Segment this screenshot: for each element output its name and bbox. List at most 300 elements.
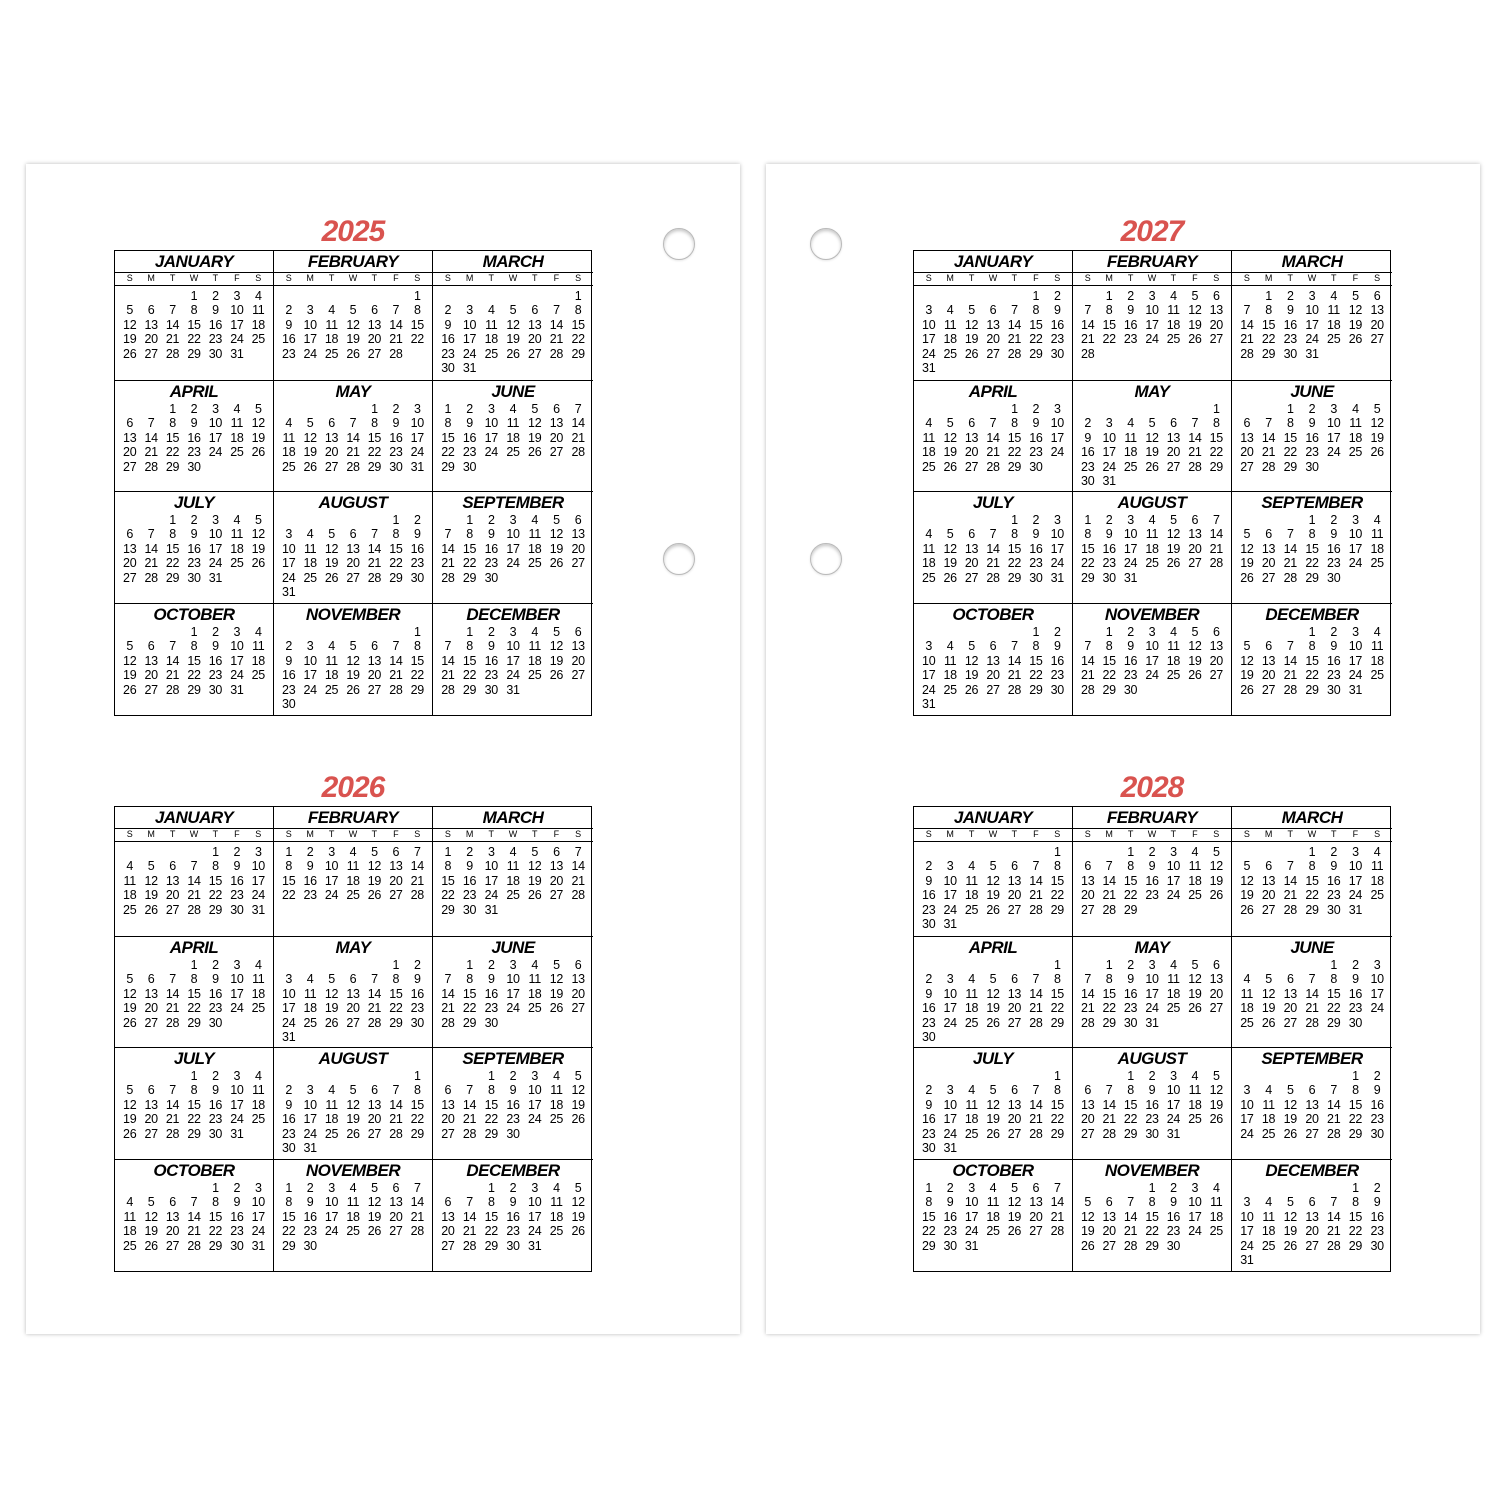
day-number: 12 — [1188, 303, 1202, 318]
day-number: 6 — [1084, 859, 1092, 874]
day-number: 1 — [1011, 402, 1018, 416]
empty-day — [1098, 1181, 1119, 1195]
weekday-label: W — [1147, 273, 1157, 283]
day-number: 20 — [1102, 1224, 1116, 1239]
day-number: 4 — [531, 625, 539, 639]
day-number: 11 — [346, 1195, 360, 1210]
weekday-label: T — [169, 273, 176, 283]
day-number: 19 — [571, 1209, 585, 1224]
day-number: 21 — [144, 445, 158, 460]
day-number: 21 — [389, 332, 403, 347]
month-january — [115, 251, 274, 381]
day-number: 21 — [441, 668, 455, 683]
day-number: 29 — [367, 459, 382, 474]
day-number: 20 — [1261, 888, 1276, 903]
day-number: 12 — [1240, 873, 1254, 888]
day-number: 5 — [371, 1181, 378, 1195]
day-number: 7 — [1032, 859, 1040, 874]
day-number: 29 — [1123, 902, 1138, 917]
day-number: 4 — [306, 527, 314, 542]
day-number: 12 — [251, 416, 265, 431]
day-number: 14 — [187, 873, 201, 888]
empty-day — [299, 289, 320, 303]
day-number: 18 — [922, 556, 936, 571]
day-number: 3 — [1330, 402, 1338, 416]
day-grid — [1232, 958, 1392, 1030]
month-name: JULY — [173, 493, 215, 512]
day-number: 18 — [1370, 653, 1384, 668]
day-number: 26 — [549, 668, 564, 683]
day-number: 18 — [230, 430, 244, 445]
month-name: SEPTEMBER — [1261, 1049, 1363, 1068]
day-number: 31 — [410, 459, 424, 474]
day-number: 19 — [324, 556, 339, 571]
day-number: 24 — [1348, 888, 1363, 903]
day-number: 22 — [1102, 1001, 1116, 1016]
day-number: 26 — [1240, 570, 1254, 585]
day-number: 30 — [506, 1126, 520, 1141]
day-number: 1 — [169, 402, 176, 416]
day-number: 11 — [485, 317, 498, 332]
day-number: 23 — [1348, 1001, 1363, 1016]
weekday-label: M — [306, 273, 314, 283]
day-number: 19 — [943, 556, 957, 571]
day-number: 8 — [1011, 527, 1018, 542]
day-number: 17 — [1348, 653, 1363, 668]
day-number: 28 — [144, 459, 158, 474]
weekday-label: M — [1105, 273, 1113, 283]
month-october — [914, 1160, 1073, 1271]
empty-day — [524, 289, 546, 303]
day-number: 24 — [484, 888, 498, 903]
day-number: 11 — [922, 430, 935, 445]
day-number: 21 — [1188, 445, 1202, 460]
day-number: 12 — [571, 1195, 585, 1210]
month-august — [1073, 492, 1232, 604]
day-number: 8 — [212, 1195, 219, 1210]
day-grid — [1232, 845, 1392, 917]
day-number: 2 — [212, 958, 219, 972]
empty-day — [982, 1069, 1003, 1083]
day-number: 5 — [1212, 845, 1220, 859]
day-number: 25 — [324, 346, 339, 361]
day-number: 30 — [1370, 1126, 1384, 1141]
weekday-label: T — [169, 829, 176, 839]
day-grid — [1073, 845, 1231, 917]
day-number: 30 — [1370, 1238, 1384, 1253]
month-name: DECEMBER — [1265, 1161, 1359, 1180]
weekday-header — [274, 272, 432, 286]
day-number: 2 — [925, 1083, 933, 1098]
day-number: 21 — [462, 1224, 477, 1239]
day-number: 10 — [922, 317, 936, 332]
weekday-label: W — [988, 273, 998, 283]
day-number: 29 — [1209, 459, 1223, 474]
day-number: 24 — [1123, 556, 1138, 571]
day-number: 12 — [964, 317, 979, 332]
day-number: 6 — [169, 1195, 176, 1210]
day-number: 10 — [303, 1097, 317, 1112]
day-number: 26 — [1081, 1238, 1095, 1253]
day-number: 31 — [303, 1140, 317, 1155]
day-number: 5 — [1191, 625, 1199, 639]
day-number: 17 — [484, 873, 498, 888]
day-number: 2 — [1148, 1069, 1156, 1083]
day-number: 18 — [1240, 1001, 1254, 1016]
month-name: JUNE — [491, 382, 535, 401]
day-number: 8 — [466, 972, 473, 987]
empty-day — [437, 958, 459, 972]
weekday-label: M — [946, 273, 954, 283]
day-number: 6 — [531, 303, 539, 318]
day-number: 21 — [1081, 1001, 1095, 1016]
month-may — [274, 381, 433, 492]
empty-day — [1323, 1069, 1345, 1083]
day-number: 3 — [1170, 845, 1177, 859]
day-number: 8 — [1352, 1083, 1359, 1098]
day-number: 15 — [187, 653, 201, 668]
day-number: 24 — [251, 888, 265, 903]
day-number: 12 — [528, 416, 542, 431]
day-number: 25 — [1166, 1001, 1181, 1016]
day-number: 17 — [506, 653, 520, 668]
day-number: 28 — [549, 346, 564, 361]
month-may — [1073, 937, 1232, 1048]
day-number: 3 — [1170, 1069, 1177, 1083]
day-number: 7 — [1265, 416, 1272, 431]
day-number: 15 — [389, 541, 403, 556]
day-number: 7 — [147, 527, 155, 542]
day-number: 18 — [1327, 317, 1341, 332]
day-number: 20 — [1081, 1112, 1095, 1127]
day-number: 3 — [1148, 958, 1156, 972]
day-number: 17 — [1145, 653, 1159, 668]
day-number: 14 — [1102, 1097, 1116, 1112]
day-number: 13 — [123, 541, 137, 556]
weekday-label: T — [1170, 273, 1177, 283]
day-grid — [1073, 625, 1231, 697]
day-number: 22 — [208, 1224, 223, 1239]
day-number: 26 — [1348, 332, 1363, 347]
day-number: 30 — [1305, 459, 1319, 474]
day-number: 6 — [989, 639, 997, 654]
day-number: 3 — [531, 1181, 539, 1195]
day-number: 8 — [190, 303, 198, 318]
day-number: 22 — [1261, 332, 1276, 347]
day-number: 14 — [410, 1195, 424, 1210]
day-number: 7 — [190, 1195, 198, 1210]
day-number: 19 — [1240, 888, 1254, 903]
day-number: 4 — [1265, 1195, 1272, 1210]
day-number: 14 — [1050, 1195, 1064, 1210]
day-number: 10 — [1348, 527, 1363, 542]
day-grid — [1232, 625, 1392, 697]
day-number: 31 — [1102, 473, 1116, 488]
day-number: 17 — [1123, 541, 1138, 556]
month-march — [1232, 807, 1392, 937]
day-number: 25 — [1209, 1224, 1223, 1239]
month-october — [914, 604, 1073, 715]
day-number: 11 — [528, 527, 541, 542]
day-number: 13 — [986, 317, 1000, 332]
day-number: 8 — [1127, 1083, 1134, 1098]
day-number: 6 — [1011, 972, 1018, 987]
day-number: 8 — [190, 639, 198, 654]
day-number: 13 — [1081, 1097, 1095, 1112]
day-number: 13 — [389, 859, 403, 874]
day-number: 26 — [251, 556, 265, 571]
day-number: 10 — [506, 527, 520, 542]
month-november — [274, 1160, 433, 1271]
day-number: 17 — [251, 873, 265, 888]
day-number: 25 — [943, 682, 957, 697]
day-number: 8 — [487, 1195, 495, 1210]
weekday-header — [914, 272, 1072, 286]
day-number: 9 — [1127, 303, 1134, 318]
day-number: 8 — [1105, 972, 1113, 987]
day-number: 31 — [462, 360, 477, 375]
day-number: 25 — [964, 1015, 979, 1030]
day-number: 23 — [484, 668, 498, 683]
day-number: 10 — [1188, 1195, 1202, 1210]
day-number: 1 — [212, 845, 219, 859]
empty-day — [278, 513, 299, 527]
day-number: 17 — [943, 1112, 957, 1127]
day-number: 11 — [965, 1097, 978, 1112]
day-number: 13 — [144, 1097, 158, 1112]
day-number: 5 — [1191, 958, 1199, 972]
day-number: 22 — [1348, 1112, 1363, 1127]
day-number: 17 — [1145, 317, 1159, 332]
day-number: 15 — [410, 653, 424, 668]
month-may — [1073, 381, 1232, 492]
day-number: 2 — [925, 859, 933, 874]
day-number: 13 — [1261, 653, 1276, 668]
day-number: 15 — [1283, 430, 1297, 445]
day-number: 2 — [1032, 402, 1040, 416]
month-name: OCTOBER — [952, 605, 1034, 624]
day-number: 5 — [126, 972, 134, 987]
day-number: 26 — [549, 556, 564, 571]
day-number: 18 — [123, 888, 137, 903]
day-number: 28 — [1327, 1238, 1341, 1253]
weekday-label: T — [1127, 273, 1134, 283]
weekday-label: T — [488, 273, 495, 283]
day-number: 22 — [1102, 332, 1116, 347]
day-number: 5 — [531, 845, 539, 859]
day-number: 13 — [1240, 430, 1254, 445]
empty-day — [918, 958, 939, 972]
day-number: 8 — [1308, 639, 1316, 654]
day-number: 15 — [208, 1209, 223, 1224]
day-number: 4 — [925, 527, 933, 542]
day-number: 8 — [1265, 303, 1272, 318]
day-number: 19 — [367, 873, 382, 888]
day-number: 26 — [1370, 445, 1384, 460]
weekday-label: T — [531, 273, 538, 283]
day-number: 26 — [528, 888, 542, 903]
month-july — [914, 1048, 1073, 1160]
day-number: 19 — [123, 1001, 137, 1016]
day-number: 25 — [346, 888, 360, 903]
day-grid — [115, 1069, 273, 1141]
day-number: 13 — [144, 653, 158, 668]
day-number: 9 — [487, 527, 495, 542]
day-number: 7 — [371, 527, 378, 542]
day-number: 19 — [346, 1112, 360, 1127]
day-number: 6 — [1170, 416, 1177, 431]
year-title: 2025 — [321, 215, 385, 248]
day-number: 31 — [251, 1238, 265, 1253]
day-number: 20 — [571, 541, 585, 556]
day-number: 17 — [303, 332, 317, 347]
day-number: 16 — [208, 986, 223, 1001]
day-number: 27 — [571, 1001, 585, 1016]
day-number: 3 — [1352, 625, 1359, 639]
day-number: 1 — [1212, 402, 1220, 416]
day-number: 21 — [165, 332, 180, 347]
day-number: 18 — [1123, 445, 1138, 460]
day-number: 21 — [1283, 668, 1297, 683]
day-number: 23 — [922, 1126, 936, 1141]
day-number: 27 — [1209, 332, 1223, 347]
day-number: 25 — [303, 570, 317, 585]
day-number: 27 — [1188, 556, 1202, 571]
day-number: 27 — [549, 888, 564, 903]
day-number: 12 — [1081, 1209, 1095, 1224]
day-number: 26 — [144, 902, 158, 917]
weekday-label: S — [575, 829, 582, 839]
day-number: 29 — [165, 459, 180, 474]
day-number: 23 — [1145, 888, 1159, 903]
month-august — [274, 492, 433, 604]
day-number: 17 — [484, 430, 498, 445]
day-number: 15 — [1261, 317, 1276, 332]
empty-day — [939, 958, 960, 972]
day-number: 6 — [371, 639, 378, 654]
day-number: 6 — [1265, 639, 1272, 654]
day-number: 28 — [187, 1238, 201, 1253]
day-number: 17 — [528, 1097, 542, 1112]
day-number: 21 — [1029, 888, 1043, 903]
day-number: 8 — [190, 972, 198, 987]
day-number: 14 — [441, 986, 455, 1001]
day-number: 6 — [1084, 1083, 1092, 1098]
day-number: 16 — [230, 873, 244, 888]
day-number: 19 — [1188, 317, 1202, 332]
day-number: 28 — [367, 1015, 382, 1030]
day-grid — [914, 402, 1072, 474]
day-number: 1 — [169, 513, 176, 527]
day-number: 19 — [1240, 668, 1254, 683]
day-number: 27 — [1240, 459, 1254, 474]
day-number: 30 — [1327, 902, 1341, 917]
day-number: 9 — [466, 416, 473, 431]
month-name: FEBRUARY — [1106, 808, 1198, 827]
month-december — [433, 604, 593, 715]
day-number: 8 — [1053, 972, 1061, 987]
empty-day — [982, 289, 1003, 303]
year-title: 2026 — [321, 771, 385, 804]
day-number: 3 — [487, 845, 495, 859]
day-number: 2 — [509, 1069, 517, 1083]
day-number: 8 — [285, 1195, 293, 1210]
day-number: 19 — [144, 888, 158, 903]
day-number: 15 — [187, 1097, 201, 1112]
weekday-label: T — [488, 829, 495, 839]
day-number: 14 — [1305, 986, 1319, 1001]
day-number: 29 — [1102, 1015, 1116, 1030]
day-number: 14 — [1283, 873, 1297, 888]
day-number: 2 — [413, 958, 421, 972]
day-number: 12 — [943, 430, 957, 445]
day-number: 3 — [509, 513, 517, 527]
day-number: 5 — [989, 972, 997, 987]
day-number: 7 — [1032, 1083, 1040, 1098]
day-number: 15 — [187, 317, 201, 332]
day-number: 23 — [303, 1224, 317, 1239]
day-number: 19 — [144, 1224, 158, 1239]
day-number: 14 — [441, 653, 455, 668]
day-number: 11 — [1145, 527, 1159, 542]
day-number: 15 — [165, 541, 180, 556]
day-number: 18 — [251, 653, 265, 668]
day-number: 6 — [574, 958, 582, 972]
day-number: 15 — [1123, 1097, 1138, 1112]
day-number: 3 — [233, 1069, 241, 1083]
day-number: 28 — [165, 346, 180, 361]
day-number: 8 — [392, 527, 400, 542]
weekday-label: W — [348, 273, 358, 283]
day-number: 13 — [324, 430, 339, 445]
empty-day — [278, 402, 299, 416]
day-number: 30 — [1145, 1126, 1159, 1141]
day-number: 9 — [925, 873, 933, 888]
empty-day — [321, 1069, 342, 1083]
day-number: 19 — [986, 1001, 1000, 1016]
day-number: 4 — [254, 289, 262, 303]
empty-day — [364, 289, 385, 303]
day-number: 7 — [1127, 1195, 1134, 1210]
empty-day — [1236, 1181, 1258, 1195]
day-number: 20 — [549, 873, 564, 888]
day-number: 27 — [123, 459, 137, 474]
day-number: 19 — [528, 873, 542, 888]
month-name: SEPTEMBER — [462, 1049, 564, 1068]
day-number: 17 — [208, 430, 223, 445]
weekday-label: S — [285, 829, 292, 839]
day-number: 1 — [487, 1069, 495, 1083]
day-number: 30 — [1166, 1238, 1181, 1253]
empty-day — [162, 1069, 183, 1083]
day-number: 11 — [1167, 303, 1180, 318]
day-number: 24 — [506, 668, 520, 683]
day-number: 20 — [964, 445, 979, 460]
day-number: 22 — [410, 668, 424, 683]
day-number: 12 — [144, 873, 158, 888]
day-number: 7 — [1286, 527, 1294, 542]
day-number: 3 — [233, 289, 241, 303]
day-number: 27 — [165, 902, 180, 917]
day-number: 16 — [208, 1097, 223, 1112]
day-number: 3 — [487, 402, 495, 416]
day-number: 7 — [989, 416, 997, 431]
day-number: 9 — [1373, 1195, 1381, 1210]
day-number: 27 — [1102, 1238, 1116, 1253]
month-december — [1232, 604, 1392, 715]
day-number: 20 — [571, 653, 585, 668]
day-number: 30 — [943, 1238, 957, 1253]
